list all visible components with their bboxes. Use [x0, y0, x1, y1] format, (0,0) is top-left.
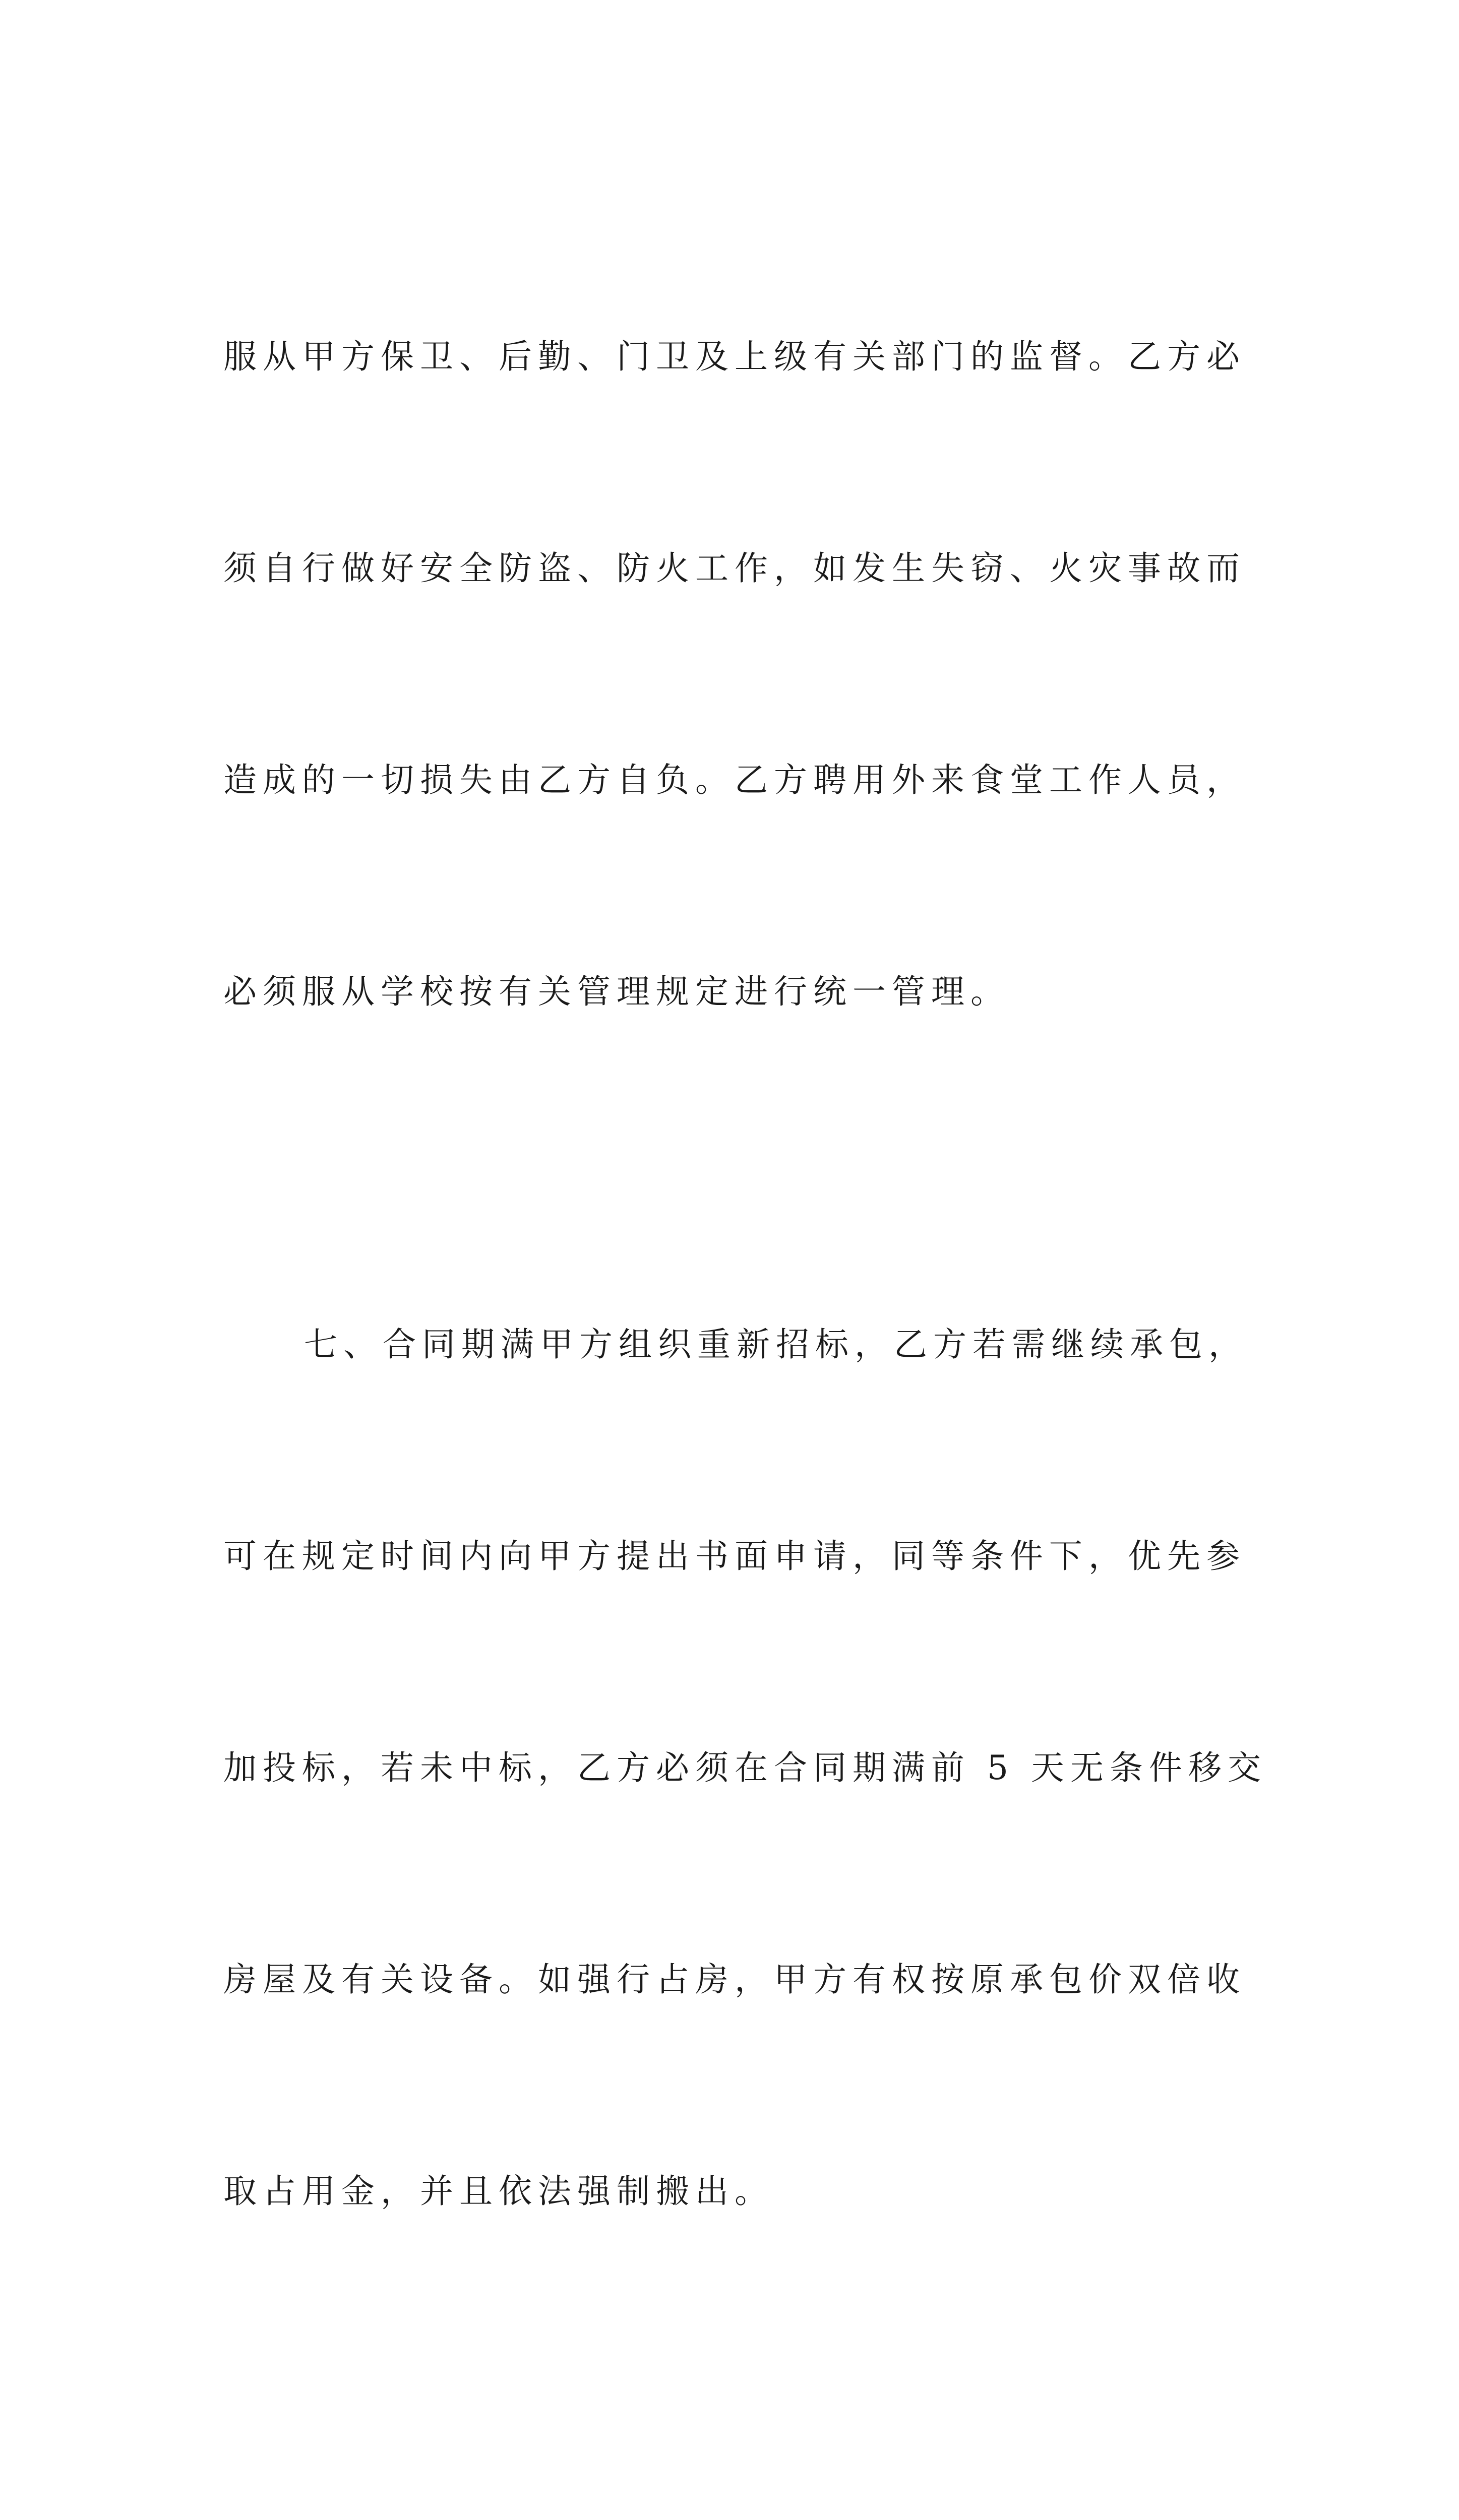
paragraph-8 [223, 2368, 1262, 2520]
text-line: 七、合同期满甲方组织重新招标，乙方若需继续承包， [304, 1325, 1248, 1364]
text-line: 可在规定时间内向甲方提出书面申请，同等条件下，优先参 [223, 1537, 1246, 1576]
text-line: 加投标，若未中标，乙方必须在合同期满前 5 天无条件移交 [223, 1748, 1267, 1787]
paragraph-7 [223, 1168, 1267, 2368]
text-line: 房屋及有关设备。如强行占房，甲方有权按原承包价双倍收 [223, 1960, 1246, 1999]
paragraph-6-continued [223, 180, 1262, 1168]
text-line: 取占用金，并且依法强制搬出。 [223, 2172, 774, 2211]
text-line: 必须服从学校按有关管理规定进行统一管理。 [223, 972, 1010, 1011]
text-line [223, 2509, 1262, 2520]
document-body [223, 180, 1267, 2520]
text-line: 服从甲方保卫、后勤、门卫及上级有关部门的监督。乙方必 [223, 337, 1246, 376]
text-line: 须自行做好安全防盗、防火工作，如发生失窃、火灾事故而 [223, 549, 1246, 588]
text-line: 造成的一切损失由乙方自负。乙方聘用外来食堂工作人员， [223, 761, 1246, 799]
